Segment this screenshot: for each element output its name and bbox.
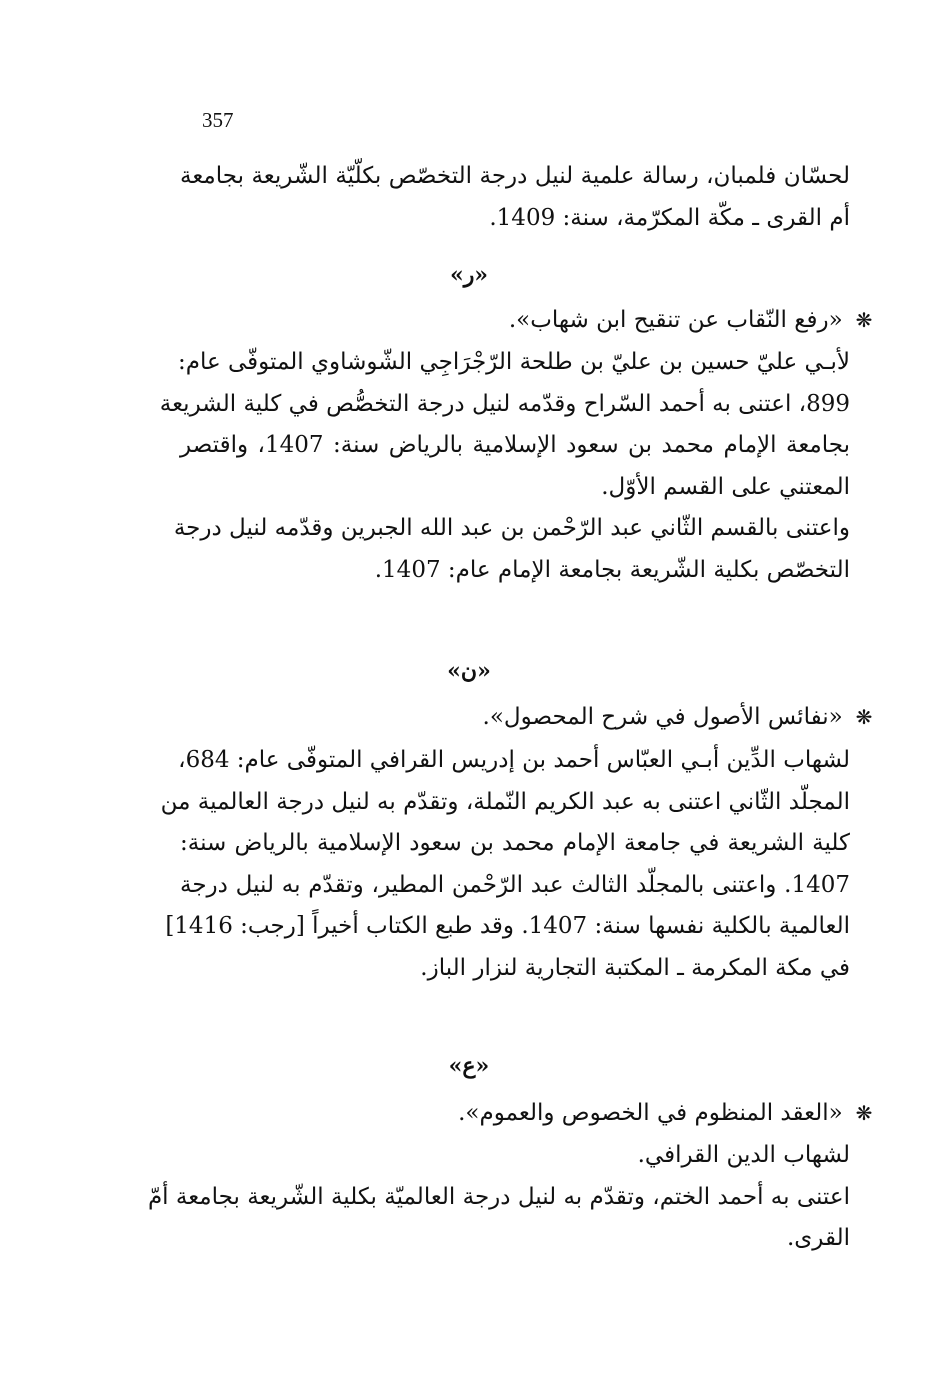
section-heading-ra: «ر»	[449, 262, 489, 288]
body-line: لشهاب الدِّين أبـي العبّاس أحمد بن إدريس القرافي المتوفّى عام: 684،	[178, 747, 850, 773]
body-line: لشهاب الدين القرافي.	[637, 1142, 850, 1168]
body-line: 899، اعتنى به أحمد السّراح وقدّمه لنيل درجة التخصُّص في كلية الشريعة	[159, 390, 850, 417]
body-line: واعتنى بالقسم الثّاني عبد الرّحْمن بن عبد الله الجبرين وقدّمه لنيل درجة	[173, 515, 850, 541]
asterisk-bullet-icon: ❋	[855, 308, 873, 332]
asterisk-bullet-icon: ❋	[855, 705, 873, 729]
body-line: التخصّص بكلية الشّريعة بجامعة الإمام عام: 1407.	[374, 556, 850, 583]
entry-title-text: «العقد المنظوم في الخصوص والعموم».	[458, 1100, 843, 1126]
body-line: في مكة المكرمة ـ المكتبة التجارية لنزار الباز.	[420, 954, 850, 981]
body-line: لأبـي عليّ حسين بن عليّ بن طلحة الرّجْرَاجِي الشّوشاوي المتوفّى عام:	[177, 349, 850, 375]
entry-title-nafais-alusul	[180, 697, 878, 739]
entry-body-rafa-alniqab	[159, 342, 850, 591]
asterisk-bullet-icon: ❋	[855, 1101, 873, 1125]
entry-title-text: «رفع النّقاب عن تنقيح ابن شهاب».	[508, 307, 843, 333]
body-line: بجامعة الإمام محمد بن سعود الإسلامية بالرياض سنة: 1407، واقتصر	[180, 432, 850, 458]
body-line: المعتني على القسم الأوّل.	[601, 473, 850, 500]
body-line: 1407. واعتنى بالمجلّد الثالث عبد الرّحْمن المطير، وتقدّم به لنيل درجة	[180, 871, 850, 898]
entry-body-aliqd-almanzum	[147, 1135, 850, 1260]
body-line: اعتنى به أحمد الختم، وتقدّم به لنيل درجة العالميّة بكلية الشّريعة بجامعة أمّ	[147, 1183, 850, 1210]
section-heading-nun: «ن»	[447, 658, 491, 684]
section-heading-ayn: «ع»	[448, 1053, 490, 1079]
entry-title-aliqd-almanzum	[180, 1093, 878, 1135]
page-number: 357	[202, 108, 234, 132]
entry-body-nafais-alusul	[160, 740, 850, 989]
entry-title-text: «نفائس الأصول في شرح المحصول».	[482, 704, 843, 730]
body-line: العالمية بالكلية نفسها سنة: 1407. وقد طبع الكتاب أخيراً [رجب: 1416]	[165, 913, 850, 939]
body-line: المجلّد الثّاني اعتنى به عبد الكريم النّملة، وتقدّم به لنيل درجة العالمية من	[160, 788, 850, 815]
body-line: القرى.	[786, 1225, 850, 1251]
intro-paragraph	[180, 156, 850, 239]
intro-line: لحسّان فلمبان، رسالة علمية لنيل درجة التخصّص بكلّيّة الشّريعة بجامعة	[180, 163, 850, 189]
entry-title-rafa-alniqab	[180, 300, 878, 342]
body-line: كلية الشريعة في جامعة الإمام محمد بن سعود الإسلامية بالرياض سنة:	[180, 830, 850, 856]
intro-line: أم القرى ـ مكّة المكرّمة، سنة: 1409.	[489, 204, 850, 231]
